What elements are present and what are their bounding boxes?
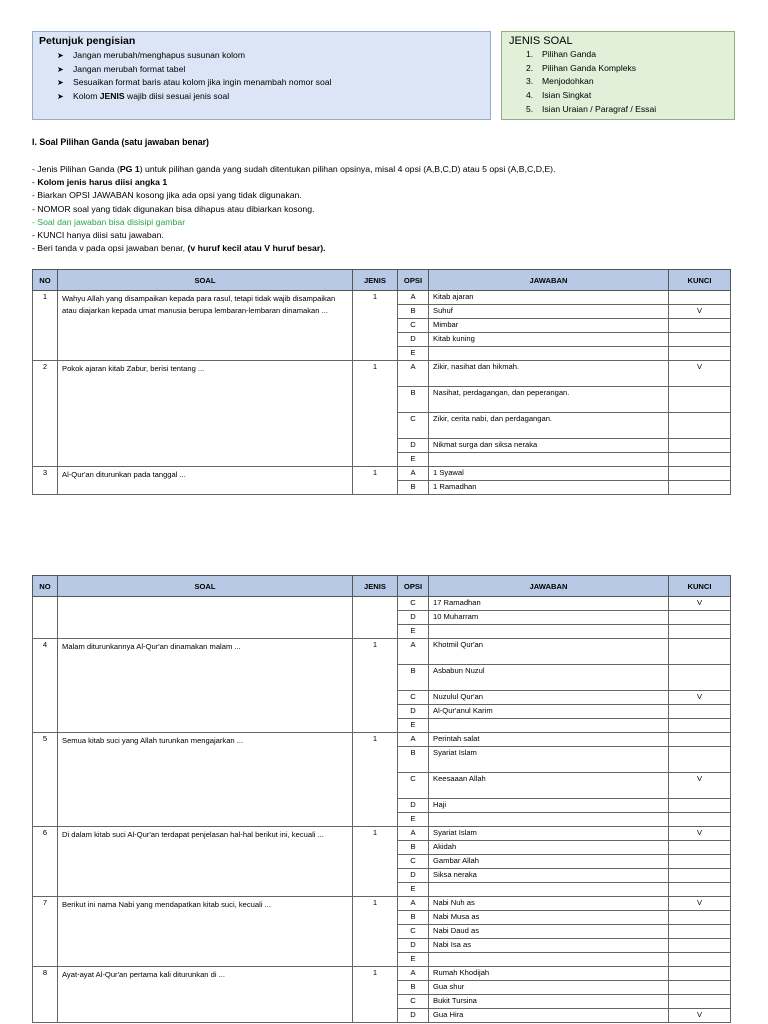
table-row (33, 967, 731, 981)
option-letter: D (398, 799, 429, 813)
answer-key: V (669, 1009, 731, 1023)
answer-key (669, 387, 731, 413)
answer-key (669, 911, 731, 925)
answer-text: Perintah salat (429, 733, 669, 747)
option-letter: A (398, 733, 429, 747)
answer-text: Keesaaan Allah (429, 773, 669, 799)
option-letter: E (398, 347, 429, 361)
option-letter: B (398, 305, 429, 319)
jenis-soal-item: 5. Isian Uraian / Paragraf / Essai (526, 103, 657, 114)
option-letter: D (398, 439, 429, 453)
option-letter: E (398, 883, 429, 897)
answer-text: Rumah Khodijah (429, 967, 669, 981)
header-kunci: KUNCI (669, 270, 731, 291)
answer-text: Nabi Nuh as (429, 897, 669, 911)
table-row (33, 827, 731, 841)
answer-text (429, 719, 669, 733)
answer-text: Asbabun Nuzul (429, 665, 669, 691)
option-letter: E (398, 953, 429, 967)
answer-text (429, 347, 669, 361)
header-soal: SOAL (58, 270, 353, 291)
header-kunci: KUNCI (669, 576, 731, 597)
jenis-soal-list (526, 48, 656, 117)
answer-text: 1 Ramadhan (429, 481, 669, 495)
question-type: 1 (353, 827, 398, 897)
question-text: Berikut ini nama Nabi yang mendapatkan kitab suci, kecuali ... (58, 897, 353, 967)
jenis-soal-box (501, 31, 735, 120)
answer-text (429, 883, 669, 897)
jenis-soal-item: 4. Isian Singkat (526, 90, 592, 101)
question-type: 1 (353, 467, 398, 495)
jenis-soal-item: 3. Menjodohkan (526, 76, 594, 87)
table-row (33, 467, 731, 481)
answer-text (429, 625, 669, 639)
option-letter: C (398, 413, 429, 439)
answer-key (669, 813, 731, 827)
answer-text: Suhuf (429, 305, 669, 319)
table-row (33, 361, 731, 387)
question-text: Malam diturunkannya Al-Qur'an dinamakan malam ... (58, 639, 353, 733)
answer-text: Nabi Isa as (429, 939, 669, 953)
question-type: 1 (353, 967, 398, 1023)
question-type: 1 (353, 733, 398, 827)
answer-key (669, 413, 731, 439)
option-letter: C (398, 691, 429, 705)
answer-text (429, 953, 669, 967)
arrow-bullet-icon: ➤ (57, 64, 64, 74)
note-line: - Soal dan jawaban bisa disisipi gambar (32, 216, 186, 227)
option-letter: A (398, 897, 429, 911)
arrow-bullet-icon: ➤ (57, 78, 64, 87)
option-letter: A (398, 639, 429, 665)
note-line: - KUNCI hanya diisi satu jawaban. (32, 230, 164, 241)
table-row (33, 733, 731, 747)
option-letter: B (398, 481, 429, 495)
question-text: Wahyu Allah yang disampaikan kepada para rasul, tetapi tidak wajib disampaikan atau diajarkan kepada umat manusia berupa lembaran-lembaran dinamakan ... (58, 291, 353, 361)
answer-key (669, 347, 731, 361)
answer-key (669, 869, 731, 883)
instruction-item: ➤ Jangan merubah format tabel (57, 63, 331, 77)
question-number: 5 (33, 733, 58, 827)
question-text: Di dalam kitab suci Al-Qur'an terdapat penjelasan hal-hal berikut ini, kecuali ... (58, 827, 353, 897)
answer-key: V (669, 773, 731, 799)
instructions-list (57, 49, 331, 103)
answer-key (669, 799, 731, 813)
answer-key: V (669, 361, 731, 387)
note-line: - NOMOR soal yang tidak digunakan bisa dihapus atau dibiarkan kosong. (32, 203, 315, 214)
question-type: 1 (353, 639, 398, 733)
answer-key (669, 883, 731, 897)
note-line: - Beri tanda v pada opsi jawaban benar, (v huruf kecil atau V huruf besar). (32, 243, 326, 254)
option-letter: C (398, 925, 429, 939)
answer-key (669, 733, 731, 747)
answer-key: V (669, 827, 731, 841)
option-letter: A (398, 361, 429, 387)
header-jawaban: JAWABAN (429, 270, 669, 291)
answer-key (669, 995, 731, 1009)
answer-key (669, 439, 731, 453)
question-number: 2 (33, 361, 58, 467)
option-letter: C (398, 597, 429, 611)
answer-text: Akidah (429, 841, 669, 855)
jenis-soal-title: JENIS SOAL (509, 35, 573, 47)
option-letter: D (398, 1009, 429, 1023)
answer-key (669, 855, 731, 869)
question-number: 7 (33, 897, 58, 967)
option-letter: E (398, 625, 429, 639)
question-number: 4 (33, 639, 58, 733)
answer-key (669, 719, 731, 733)
option-letter: C (398, 319, 429, 333)
question-number: 3 (33, 467, 58, 495)
question-type: 1 (353, 291, 398, 361)
answer-key: V (669, 691, 731, 705)
option-letter: C (398, 995, 429, 1009)
answer-text: Mimbar (429, 319, 669, 333)
note-line: - Biarkan OPSI JAWABAN kosong jika ada opsi yang tidak digunakan. (32, 190, 302, 201)
answer-text: Zikir, cerita nabi, dan perdagangan. (429, 413, 669, 439)
question-type: 1 (353, 361, 398, 467)
answer-key (669, 333, 731, 347)
option-letter: E (398, 719, 429, 733)
answer-key (669, 747, 731, 773)
answer-text: Haji (429, 799, 669, 813)
answer-key (669, 841, 731, 855)
answer-key (669, 967, 731, 981)
answer-text: Syariat Islam (429, 747, 669, 773)
question-number: 1 (33, 291, 58, 361)
question-number: 8 (33, 967, 58, 1023)
table-row (33, 897, 731, 911)
question-table-continued (32, 575, 731, 1023)
option-letter: A (398, 967, 429, 981)
option-letter: B (398, 841, 429, 855)
answer-key (669, 953, 731, 967)
answer-key (669, 925, 731, 939)
question-text: Ayat-ayat Al-Qur'an pertama kali diturunkan di ... (58, 967, 353, 1023)
answer-key (669, 319, 731, 333)
arrow-bullet-icon: ➤ (57, 51, 64, 60)
note-line: - Jenis Pilihan Ganda (PG 1) untuk pilihan ganda yang sudah ditentukan pilihan opsinya, misal 4 opsi (A,B,C,D) atau 5 opsi (A,B,C,D,E). (32, 164, 556, 174)
answer-text: Nabi Daud as (429, 925, 669, 939)
jenis-soal-item: 2. Pilihan Ganda Kompleks (526, 62, 637, 73)
option-letter: E (398, 813, 429, 827)
option-letter: B (398, 981, 429, 995)
answer-text: Khotmil Qur'an (429, 639, 669, 665)
answer-text: Nasihat, perdagangan, dan peperangan. (429, 387, 669, 413)
header-jenis: JENIS (353, 576, 398, 597)
instruction-item: ➤ Jangan merubah/menghapus susunan kolom (57, 49, 331, 63)
table-row (33, 639, 731, 665)
answer-text: Gua shur (429, 981, 669, 995)
option-letter: D (398, 611, 429, 625)
option-letter: D (398, 333, 429, 347)
option-letter: B (398, 911, 429, 925)
option-letter: A (398, 827, 429, 841)
answer-text (429, 813, 669, 827)
section-title: I. Soal Pilihan Ganda (satu jawaban benar) (32, 137, 209, 147)
table-row (33, 597, 731, 611)
option-letter: B (398, 665, 429, 691)
answer-text: Zikir, nasihat dan hikmah. (429, 361, 669, 387)
answer-key (669, 481, 731, 495)
answer-text: Nuzulul Qur'an (429, 691, 669, 705)
answer-key (669, 625, 731, 639)
answer-text: Nabi Musa as (429, 911, 669, 925)
question-number (33, 597, 58, 639)
answer-key: V (669, 597, 731, 611)
instructions-box (32, 31, 491, 120)
header-opsi: OPSI (398, 576, 429, 597)
answer-text: Kitab ajaran (429, 291, 669, 305)
option-letter: A (398, 291, 429, 305)
option-letter: E (398, 453, 429, 467)
answer-text: Nikmat surga dan siksa neraka (429, 439, 669, 453)
note-line: - Kolom jenis harus diisi angka 1 (32, 177, 168, 188)
question-type: 1 (353, 897, 398, 967)
arrow-bullet-icon: ➤ (57, 91, 64, 101)
option-letter: A (398, 467, 429, 481)
question-text: Semua kitab suci yang Allah turunkan mengajarkan ... (58, 733, 353, 827)
answer-text: Kitab kuning (429, 333, 669, 347)
answer-key (669, 705, 731, 719)
question-text (58, 597, 353, 639)
option-letter: C (398, 773, 429, 799)
option-letter: B (398, 747, 429, 773)
answer-key (669, 611, 731, 625)
answer-text: Bukit Tursina (429, 995, 669, 1009)
option-letter: D (398, 939, 429, 953)
option-letter: D (398, 869, 429, 883)
answer-key: V (669, 897, 731, 911)
question-type (353, 597, 398, 639)
header-opsi: OPSI (398, 270, 429, 291)
jenis-soal-item: 1. Pilihan Ganda (526, 49, 596, 59)
answer-text (429, 453, 669, 467)
question-text: Pokok ajaran kitab Zabur, berisi tentang ... (58, 361, 353, 467)
answer-text: Siksa neraka (429, 869, 669, 883)
header-no: NO (33, 270, 58, 291)
question-text: Al-Qur'an diturunkan pada tanggal ... (58, 467, 353, 495)
option-letter: D (398, 705, 429, 719)
instruction-item: ➤ Kolom JENIS wajib diisi sesuai jenis soal (57, 90, 331, 104)
option-letter: C (398, 855, 429, 869)
answer-key (669, 639, 731, 665)
question-table (32, 269, 731, 495)
answer-text: Syariat Islam (429, 827, 669, 841)
header-jawaban: JAWABAN (429, 576, 669, 597)
header-jenis: JENIS (353, 270, 398, 291)
answer-text: 17 Ramadhan (429, 597, 669, 611)
notes (32, 163, 555, 255)
answer-key (669, 981, 731, 995)
header-no: NO (33, 576, 58, 597)
answer-text: Al-Qur'anul Karim (429, 705, 669, 719)
answer-key (669, 291, 731, 305)
answer-key (669, 939, 731, 953)
answer-text: 10 Muharram (429, 611, 669, 625)
instruction-item: ➤ Sesuaikan format baris atau kolom jika ingin menambah nomor soal (57, 76, 331, 90)
instructions-title: Petunjuk pengisian (39, 35, 136, 47)
question-number: 6 (33, 827, 58, 897)
option-letter: B (398, 387, 429, 413)
table-row (33, 291, 731, 305)
header-soal: SOAL (58, 576, 353, 597)
answer-text: Gambar Allah (429, 855, 669, 869)
answer-key (669, 665, 731, 691)
answer-key: V (669, 305, 731, 319)
answer-text: Gua Hira (429, 1009, 669, 1023)
answer-key (669, 467, 731, 481)
answer-key (669, 453, 731, 467)
answer-text: 1 Syawal (429, 467, 669, 481)
